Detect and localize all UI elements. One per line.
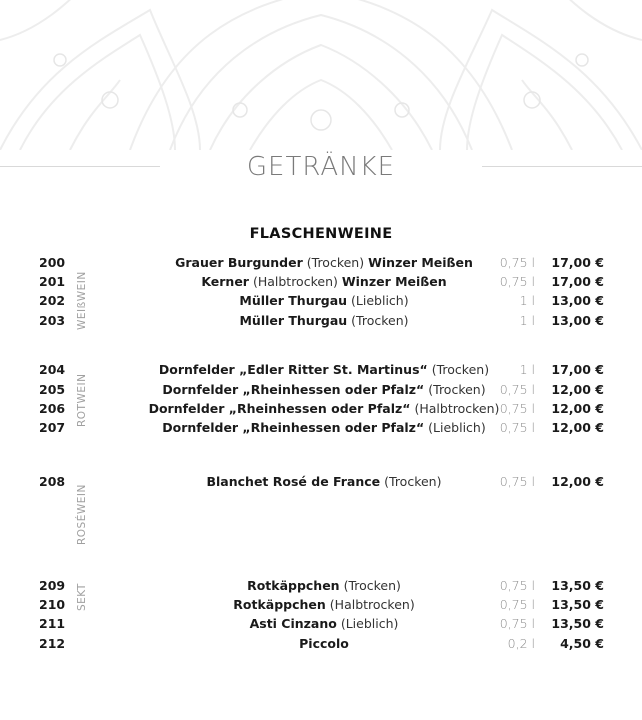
wine-name: Dornfelder „Edler Ritter St. Martinus“ (Trocken) — [158, 362, 490, 377]
wine-volume: 0,75 l — [499, 578, 535, 593]
wine-number: 212 — [39, 636, 66, 651]
wine-volume: 0,75 l — [499, 401, 535, 416]
wine-price: 12,00 € — [551, 382, 604, 397]
wine-row — [0, 311, 642, 330]
wine-number: 209 — [39, 578, 66, 593]
page-title: GETRÄNKE — [246, 152, 396, 182]
wine-price: 13,50 € — [551, 578, 604, 593]
wine-number: 207 — [39, 420, 66, 435]
wine-number: 208 — [39, 474, 66, 489]
wine-volume: 1 l — [519, 362, 535, 377]
mandala-ornament — [0, 0, 642, 150]
wine-row — [0, 360, 642, 379]
wine-number: 206 — [39, 401, 66, 416]
wine-price: 12,00 € — [551, 420, 604, 435]
title-row — [0, 152, 642, 182]
wine-price: 12,00 € — [551, 401, 604, 416]
wine-price: 13,50 € — [551, 616, 604, 631]
wine-price: 17,00 € — [551, 362, 604, 377]
wine-row — [0, 418, 642, 437]
wine-number: 210 — [39, 597, 66, 612]
wine-number: 202 — [39, 293, 66, 308]
wine-name: Müller Thurgau (Trocken) — [239, 313, 409, 328]
wine-name: Dornfelder „Rheinhessen oder Pfalz“ (Trocken) — [162, 382, 486, 397]
wine-name: Rotkäppchen (Trocken) — [247, 578, 401, 593]
wine-volume: 0,75 l — [499, 274, 535, 289]
wine-volume: 0,75 l — [499, 255, 535, 270]
wine-volume: 0,75 l — [499, 474, 535, 489]
wine-row — [0, 291, 642, 310]
wine-volume: 1 l — [519, 313, 535, 328]
wine-name: Asti Cinzano (Lieblich) — [249, 616, 399, 631]
wine-price: 12,00 € — [551, 474, 604, 489]
wine-row — [0, 399, 642, 418]
wine-name: Kerner (Halbtrocken) Winzer Meißen — [201, 274, 447, 289]
wine-price: 13,00 € — [551, 293, 604, 308]
wine-volume: 0,2 l — [507, 636, 535, 651]
wine-row — [0, 576, 642, 595]
wine-row — [0, 634, 642, 653]
category-label-rosewein: ROSÉWEIN — [76, 484, 88, 545]
wine-row — [0, 380, 642, 399]
wine-price: 13,00 € — [551, 313, 604, 328]
wine-name: Piccolo — [299, 636, 349, 651]
category-label-sekt: SEKT — [76, 583, 88, 611]
wine-number: 205 — [39, 382, 66, 397]
title-rule-right — [482, 166, 642, 167]
wine-number: 211 — [39, 616, 66, 631]
wine-row — [0, 472, 642, 491]
wine-volume: 0,75 l — [499, 382, 535, 397]
wine-number: 200 — [39, 255, 66, 270]
wine-name: Grauer Burgunder (Trocken) Winzer Meißen — [175, 255, 473, 270]
wine-price: 17,00 € — [551, 255, 604, 270]
wine-price: 13,50 € — [551, 597, 604, 612]
wine-volume: 0,75 l — [499, 616, 535, 631]
wine-price: 4,50 € — [560, 636, 604, 651]
wine-volume: 0,75 l — [499, 420, 535, 435]
wine-number: 204 — [39, 362, 66, 377]
wine-price: 17,00 € — [551, 274, 604, 289]
wine-number: 203 — [39, 313, 66, 328]
wine-volume: 1 l — [519, 293, 535, 308]
wine-row — [0, 272, 642, 291]
wine-name: Blanchet Rosé de France (Trocken) — [206, 474, 442, 489]
category-label-weisswein: WEIßWEIN — [76, 271, 88, 330]
wine-name: Rotkäppchen (Halbtrocken) — [233, 597, 415, 612]
wine-number: 201 — [39, 274, 66, 289]
wine-row — [0, 253, 642, 272]
wine-name: Dornfelder „Rheinhessen oder Pfalz“ (Lieblich) — [162, 420, 486, 435]
section-title: FLASCHENWEINE — [249, 226, 393, 242]
wine-name: Müller Thurgau (Lieblich) — [239, 293, 409, 308]
wine-volume: 0,75 l — [499, 597, 535, 612]
wine-name: Dornfelder „Rheinhessen oder Pfalz“ (Halbtrocken) — [148, 401, 500, 416]
category-label-rotwein: ROTWEIN — [76, 373, 88, 427]
wine-row — [0, 595, 642, 614]
wine-row — [0, 614, 642, 633]
